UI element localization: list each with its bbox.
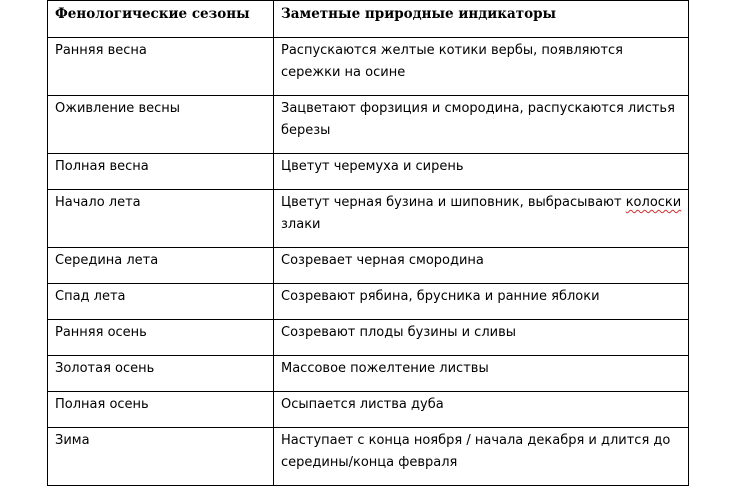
table-row [48, 154, 689, 190]
indicator-cell: Созревают рябина, брусника и ранние яблоки [274, 284, 689, 320]
table-row [48, 428, 689, 486]
season-cell: Середина лета [48, 248, 274, 284]
indicator-text-before: Цветут черная бузина и шиповник, выбрасывают [281, 195, 626, 210]
indicator-text-after: злаки [281, 217, 321, 232]
phenology-table [47, 0, 689, 486]
indicator-cell: Зацветают форзиция и смородина, распускаются листья березы [274, 96, 689, 154]
indicator-cell: Созревает черная смородина [274, 248, 689, 284]
indicator-cell: Осыпается листва дуба [274, 392, 689, 428]
table-header-row [48, 1, 689, 38]
header-indicator: Заметные природные индикаторы [274, 1, 689, 38]
season-cell: Спад лета [48, 284, 274, 320]
table-row [48, 356, 689, 392]
season-cell: Оживление весны [48, 96, 274, 154]
table-row [48, 320, 689, 356]
indicator-cell: Распускаются желтые котики вербы, появляются сережки на осине [274, 38, 689, 96]
table-row [48, 392, 689, 428]
indicator-cell: Массовое пожелтение листвы [274, 356, 689, 392]
season-cell: Зима [48, 428, 274, 486]
season-cell: Полная осень [48, 392, 274, 428]
table-row [48, 284, 689, 320]
table-row [48, 248, 689, 284]
indicator-cell: Цветут черемуха и сирень [274, 154, 689, 190]
table-row [48, 190, 689, 248]
table-row [48, 38, 689, 96]
indicator-cell [274, 190, 689, 248]
season-cell: Начало лета [48, 190, 274, 248]
season-cell: Золотая осень [48, 356, 274, 392]
indicator-cell: Созревают плоды бузины и сливы [274, 320, 689, 356]
season-cell: Ранняя весна [48, 38, 274, 96]
spellcheck-marked-word[interactable]: колоски [625, 195, 682, 210]
season-cell: Ранняя осень [48, 320, 274, 356]
table-row [48, 96, 689, 154]
season-cell: Полная весна [48, 154, 274, 190]
indicator-cell: Наступает с конца ноября / начала декабря и длится до середины/конца февраля [274, 428, 689, 486]
header-season: Фенологические сезоны [48, 1, 274, 38]
